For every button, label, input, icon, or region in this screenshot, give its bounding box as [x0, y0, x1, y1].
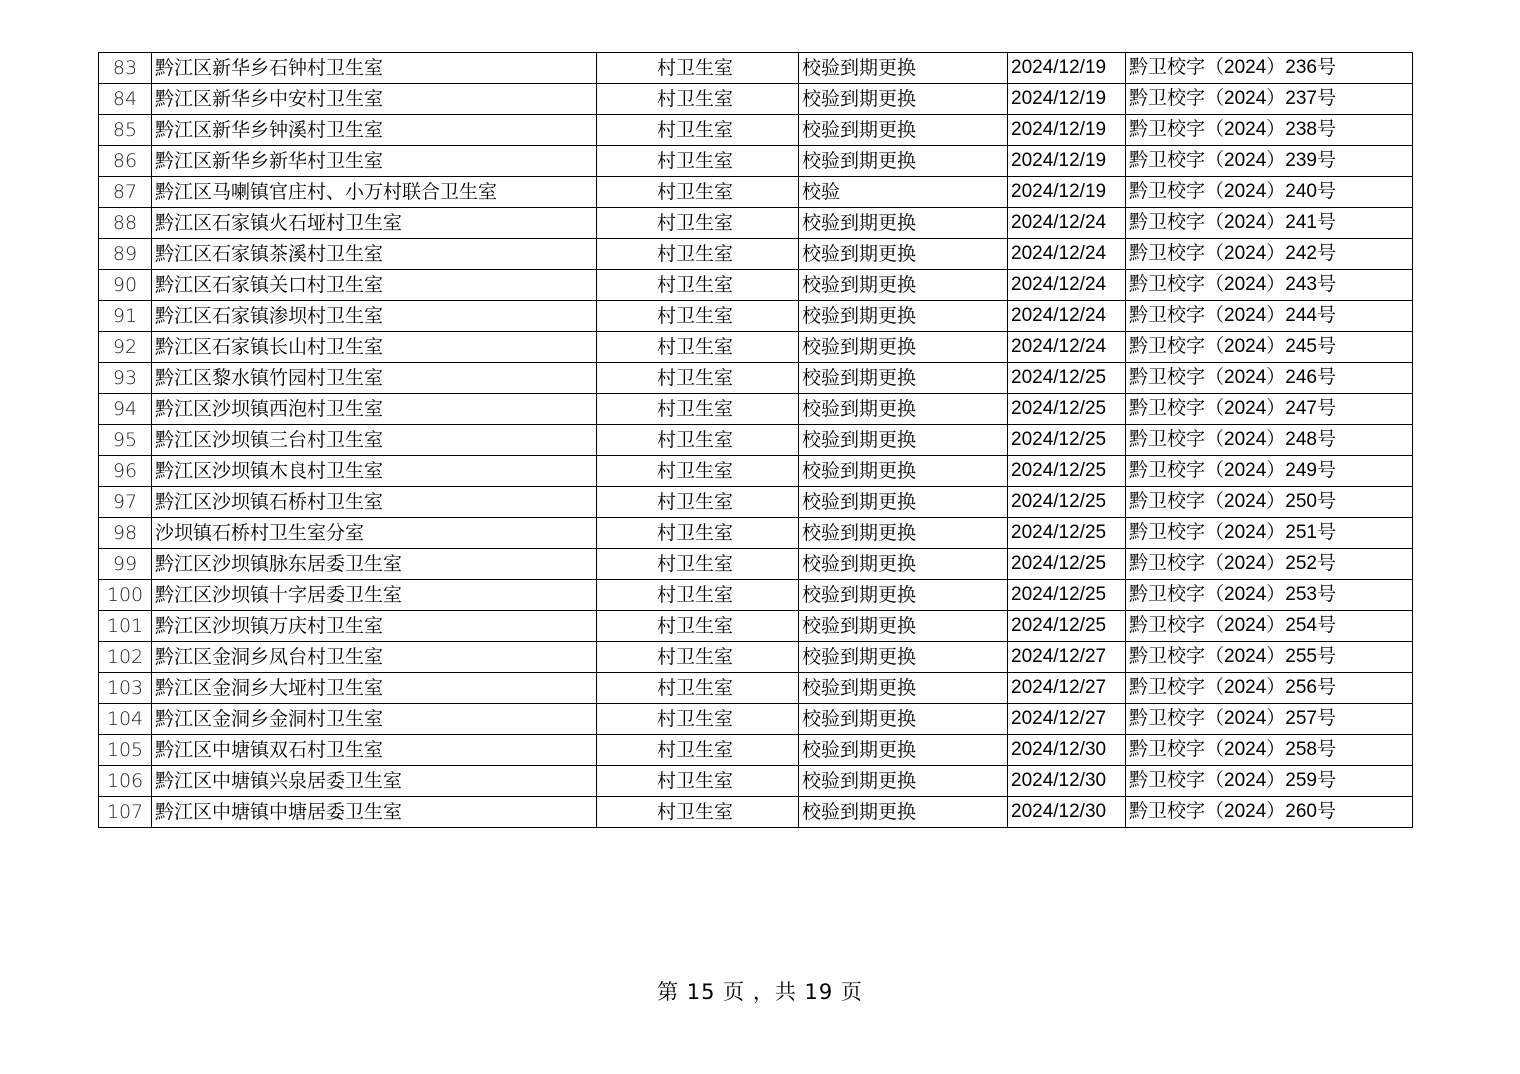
row-number-cell: 96 — [99, 456, 152, 487]
action-type-cell: 校验到期更换 — [799, 673, 1008, 704]
action-type-cell: 校验到期更换 — [799, 53, 1008, 84]
document-number-cell: 黔卫校字（2024）236号 — [1126, 53, 1413, 84]
record-table — [98, 52, 1413, 828]
institution-type-cell: 村卫生室 — [597, 363, 799, 394]
institution-type-cell: 村卫生室 — [597, 549, 799, 580]
table-row — [99, 270, 1413, 301]
row-number-cell: 97 — [99, 487, 152, 518]
action-type-cell: 校验到期更换 — [799, 580, 1008, 611]
institution-name-cell: 黔江区石家镇茶溪村卫生室 — [152, 239, 597, 270]
document-number-cell: 黔卫校字（2024）247号 — [1126, 394, 1413, 425]
row-number-cell: 91 — [99, 301, 152, 332]
institution-type-cell: 村卫生室 — [597, 239, 799, 270]
institution-name-cell: 黔江区沙坝镇十字居委卫生室 — [152, 580, 597, 611]
action-type-cell: 校验到期更换 — [799, 394, 1008, 425]
document-number-cell: 黔卫校字（2024）259号 — [1126, 766, 1413, 797]
table-row — [99, 580, 1413, 611]
table-row — [99, 394, 1413, 425]
issue-date-cell: 2024/12/24 — [1008, 239, 1126, 270]
institution-type-cell: 村卫生室 — [597, 456, 799, 487]
institution-name-cell: 黔江区金洞乡凤台村卫生室 — [152, 642, 597, 673]
institution-type-cell: 村卫生室 — [597, 487, 799, 518]
document-number-cell: 黔卫校字（2024）254号 — [1126, 611, 1413, 642]
institution-name-cell: 黔江区中塘镇双石村卫生室 — [152, 735, 597, 766]
action-type-cell: 校验到期更换 — [799, 146, 1008, 177]
row-number-cell: 102 — [99, 642, 152, 673]
action-type-cell: 校验到期更换 — [799, 332, 1008, 363]
institution-name-cell: 黔江区新华乡中安村卫生室 — [152, 84, 597, 115]
table-row — [99, 642, 1413, 673]
action-type-cell: 校验到期更换 — [799, 518, 1008, 549]
document-number-cell: 黔卫校字（2024）242号 — [1126, 239, 1413, 270]
document-number-cell: 黔卫校字（2024）257号 — [1126, 704, 1413, 735]
action-type-cell: 校验到期更换 — [799, 487, 1008, 518]
institution-name-cell: 黔江区新华乡新华村卫生室 — [152, 146, 597, 177]
table-row — [99, 611, 1413, 642]
issue-date-cell: 2024/12/25 — [1008, 456, 1126, 487]
document-number-cell: 黔卫校字（2024）253号 — [1126, 580, 1413, 611]
action-type-cell: 校验到期更换 — [799, 611, 1008, 642]
institution-type-cell: 村卫生室 — [597, 115, 799, 146]
document-number-cell: 黔卫校字（2024）244号 — [1126, 301, 1413, 332]
row-number-cell: 105 — [99, 735, 152, 766]
row-number-cell: 106 — [99, 766, 152, 797]
institution-name-cell: 黔江区沙坝镇石桥村卫生室 — [152, 487, 597, 518]
action-type-cell: 校验 — [799, 177, 1008, 208]
institution-name-cell: 黔江区新华乡石钟村卫生室 — [152, 53, 597, 84]
document-number-cell: 黔卫校字（2024）248号 — [1126, 425, 1413, 456]
row-number-cell: 100 — [99, 580, 152, 611]
table-row — [99, 549, 1413, 580]
row-number-cell: 92 — [99, 332, 152, 363]
table-row — [99, 301, 1413, 332]
issue-date-cell: 2024/12/25 — [1008, 425, 1126, 456]
table-row — [99, 332, 1413, 363]
institution-type-cell: 村卫生室 — [597, 53, 799, 84]
institution-type-cell: 村卫生室 — [597, 735, 799, 766]
table-row — [99, 425, 1413, 456]
institution-type-cell: 村卫生室 — [597, 394, 799, 425]
table-row — [99, 115, 1413, 146]
action-type-cell: 校验到期更换 — [799, 766, 1008, 797]
issue-date-cell: 2024/12/25 — [1008, 549, 1126, 580]
issue-date-cell: 2024/12/27 — [1008, 673, 1126, 704]
table-row — [99, 766, 1413, 797]
issue-date-cell: 2024/12/25 — [1008, 394, 1126, 425]
table-row — [99, 363, 1413, 394]
issue-date-cell: 2024/12/19 — [1008, 115, 1126, 146]
table-row — [99, 146, 1413, 177]
institution-name-cell: 黔江区石家镇关口村卫生室 — [152, 270, 597, 301]
institution-name-cell: 黔江区马喇镇官庄村、小万村联合卫生室 — [152, 177, 597, 208]
institution-name-cell: 黔江区沙坝镇木良村卫生室 — [152, 456, 597, 487]
institution-name-cell: 黔江区沙坝镇万庆村卫生室 — [152, 611, 597, 642]
table-row — [99, 735, 1413, 766]
institution-type-cell: 村卫生室 — [597, 518, 799, 549]
issue-date-cell: 2024/12/19 — [1008, 84, 1126, 115]
institution-type-cell: 村卫生室 — [597, 766, 799, 797]
action-type-cell: 校验到期更换 — [799, 239, 1008, 270]
table-row — [99, 177, 1413, 208]
document-number-cell: 黔卫校字（2024）249号 — [1126, 456, 1413, 487]
institution-type-cell: 村卫生室 — [597, 580, 799, 611]
action-type-cell: 校验到期更换 — [799, 363, 1008, 394]
issue-date-cell: 2024/12/19 — [1008, 146, 1126, 177]
document-number-cell: 黔卫校字（2024）241号 — [1126, 208, 1413, 239]
row-number-cell: 84 — [99, 84, 152, 115]
institution-name-cell: 黔江区金洞乡金洞村卫生室 — [152, 704, 597, 735]
action-type-cell: 校验到期更换 — [799, 208, 1008, 239]
institution-name-cell: 黔江区金洞乡大垭村卫生室 — [152, 673, 597, 704]
issue-date-cell: 2024/12/25 — [1008, 580, 1126, 611]
document-number-cell: 黔卫校字（2024）245号 — [1126, 332, 1413, 363]
action-type-cell: 校验到期更换 — [799, 270, 1008, 301]
table-row — [99, 53, 1413, 84]
action-type-cell: 校验到期更换 — [799, 84, 1008, 115]
document-number-cell: 黔卫校字（2024）239号 — [1126, 146, 1413, 177]
table-row — [99, 673, 1413, 704]
row-number-cell: 103 — [99, 673, 152, 704]
document-number-cell: 黔卫校字（2024）240号 — [1126, 177, 1413, 208]
row-number-cell: 85 — [99, 115, 152, 146]
row-number-cell: 93 — [99, 363, 152, 394]
table-row — [99, 84, 1413, 115]
institution-name-cell: 黔江区石家镇渗坝村卫生室 — [152, 301, 597, 332]
institution-type-cell: 村卫生室 — [597, 146, 799, 177]
institution-type-cell: 村卫生室 — [597, 642, 799, 673]
issue-date-cell: 2024/12/30 — [1008, 797, 1126, 828]
document-number-cell: 黔卫校字（2024）256号 — [1126, 673, 1413, 704]
institution-name-cell: 黔江区石家镇长山村卫生室 — [152, 332, 597, 363]
issue-date-cell: 2024/12/24 — [1008, 332, 1126, 363]
row-number-cell: 83 — [99, 53, 152, 84]
row-number-cell: 99 — [99, 549, 152, 580]
row-number-cell: 94 — [99, 394, 152, 425]
table-row — [99, 239, 1413, 270]
action-type-cell: 校验到期更换 — [799, 642, 1008, 673]
institution-type-cell: 村卫生室 — [597, 332, 799, 363]
row-number-cell: 89 — [99, 239, 152, 270]
institution-name-cell: 黔江区沙坝镇西泡村卫生室 — [152, 394, 597, 425]
action-type-cell: 校验到期更换 — [799, 301, 1008, 332]
table-row — [99, 456, 1413, 487]
institution-name-cell: 黔江区石家镇火石垭村卫生室 — [152, 208, 597, 239]
table-row — [99, 518, 1413, 549]
document-number-cell: 黔卫校字（2024）252号 — [1126, 549, 1413, 580]
action-type-cell: 校验到期更换 — [799, 549, 1008, 580]
document-number-cell: 黔卫校字（2024）250号 — [1126, 487, 1413, 518]
row-number-cell: 107 — [99, 797, 152, 828]
action-type-cell: 校验到期更换 — [799, 425, 1008, 456]
issue-date-cell: 2024/12/30 — [1008, 766, 1126, 797]
document-number-cell: 黔卫校字（2024）238号 — [1126, 115, 1413, 146]
issue-date-cell: 2024/12/19 — [1008, 177, 1126, 208]
page-number: 第 15 页 ，共 19 页 — [657, 980, 863, 1004]
action-type-cell: 校验到期更换 — [799, 456, 1008, 487]
issue-date-cell: 2024/12/27 — [1008, 704, 1126, 735]
document-number-cell: 黔卫校字（2024）251号 — [1126, 518, 1413, 549]
row-number-cell: 90 — [99, 270, 152, 301]
institution-type-cell: 村卫生室 — [597, 611, 799, 642]
institution-name-cell: 沙坝镇石桥村卫生室分室 — [152, 518, 597, 549]
row-number-cell: 87 — [99, 177, 152, 208]
institution-type-cell: 村卫生室 — [597, 797, 799, 828]
document-number-cell: 黔卫校字（2024）258号 — [1126, 735, 1413, 766]
document-number-cell: 黔卫校字（2024）246号 — [1126, 363, 1413, 394]
row-number-cell: 98 — [99, 518, 152, 549]
institution-name-cell: 黔江区沙坝镇三台村卫生室 — [152, 425, 597, 456]
action-type-cell: 校验到期更换 — [799, 704, 1008, 735]
institution-name-cell: 黔江区新华乡钟溪村卫生室 — [152, 115, 597, 146]
action-type-cell: 校验到期更换 — [799, 735, 1008, 766]
institution-type-cell: 村卫生室 — [597, 84, 799, 115]
issue-date-cell: 2024/12/25 — [1008, 518, 1126, 549]
row-number-cell: 88 — [99, 208, 152, 239]
document-number-cell: 黔卫校字（2024）255号 — [1126, 642, 1413, 673]
row-number-cell: 101 — [99, 611, 152, 642]
document-number-cell: 黔卫校字（2024）237号 — [1126, 84, 1413, 115]
document-number-cell: 黔卫校字（2024）260号 — [1126, 797, 1413, 828]
institution-type-cell: 村卫生室 — [597, 177, 799, 208]
issue-date-cell: 2024/12/25 — [1008, 611, 1126, 642]
row-number-cell: 95 — [99, 425, 152, 456]
issue-date-cell: 2024/12/30 — [1008, 735, 1126, 766]
institution-type-cell: 村卫生室 — [597, 673, 799, 704]
institution-name-cell: 黔江区中塘镇兴泉居委卫生室 — [152, 766, 597, 797]
issue-date-cell: 2024/12/19 — [1008, 53, 1126, 84]
institution-name-cell: 黔江区沙坝镇脉东居委卫生室 — [152, 549, 597, 580]
action-type-cell: 校验到期更换 — [799, 797, 1008, 828]
row-number-cell: 86 — [99, 146, 152, 177]
record-table-body — [99, 53, 1413, 828]
institution-type-cell: 村卫生室 — [597, 270, 799, 301]
institution-type-cell: 村卫生室 — [597, 704, 799, 735]
table-row — [99, 704, 1413, 735]
table-row — [99, 797, 1413, 828]
document-number-cell: 黔卫校字（2024）243号 — [1126, 270, 1413, 301]
institution-type-cell: 村卫生室 — [597, 208, 799, 239]
issue-date-cell: 2024/12/24 — [1008, 270, 1126, 301]
issue-date-cell: 2024/12/25 — [1008, 487, 1126, 518]
row-number-cell: 104 — [99, 704, 152, 735]
table-row — [99, 208, 1413, 239]
issue-date-cell: 2024/12/27 — [1008, 642, 1126, 673]
issue-date-cell: 2024/12/24 — [1008, 301, 1126, 332]
institution-type-cell: 村卫生室 — [597, 301, 799, 332]
issue-date-cell: 2024/12/25 — [1008, 363, 1126, 394]
institution-name-cell: 黔江区中塘镇中塘居委卫生室 — [152, 797, 597, 828]
action-type-cell: 校验到期更换 — [799, 115, 1008, 146]
institution-name-cell: 黔江区黎水镇竹园村卫生室 — [152, 363, 597, 394]
table-row — [99, 487, 1413, 518]
institution-type-cell: 村卫生室 — [597, 425, 799, 456]
issue-date-cell: 2024/12/24 — [1008, 208, 1126, 239]
